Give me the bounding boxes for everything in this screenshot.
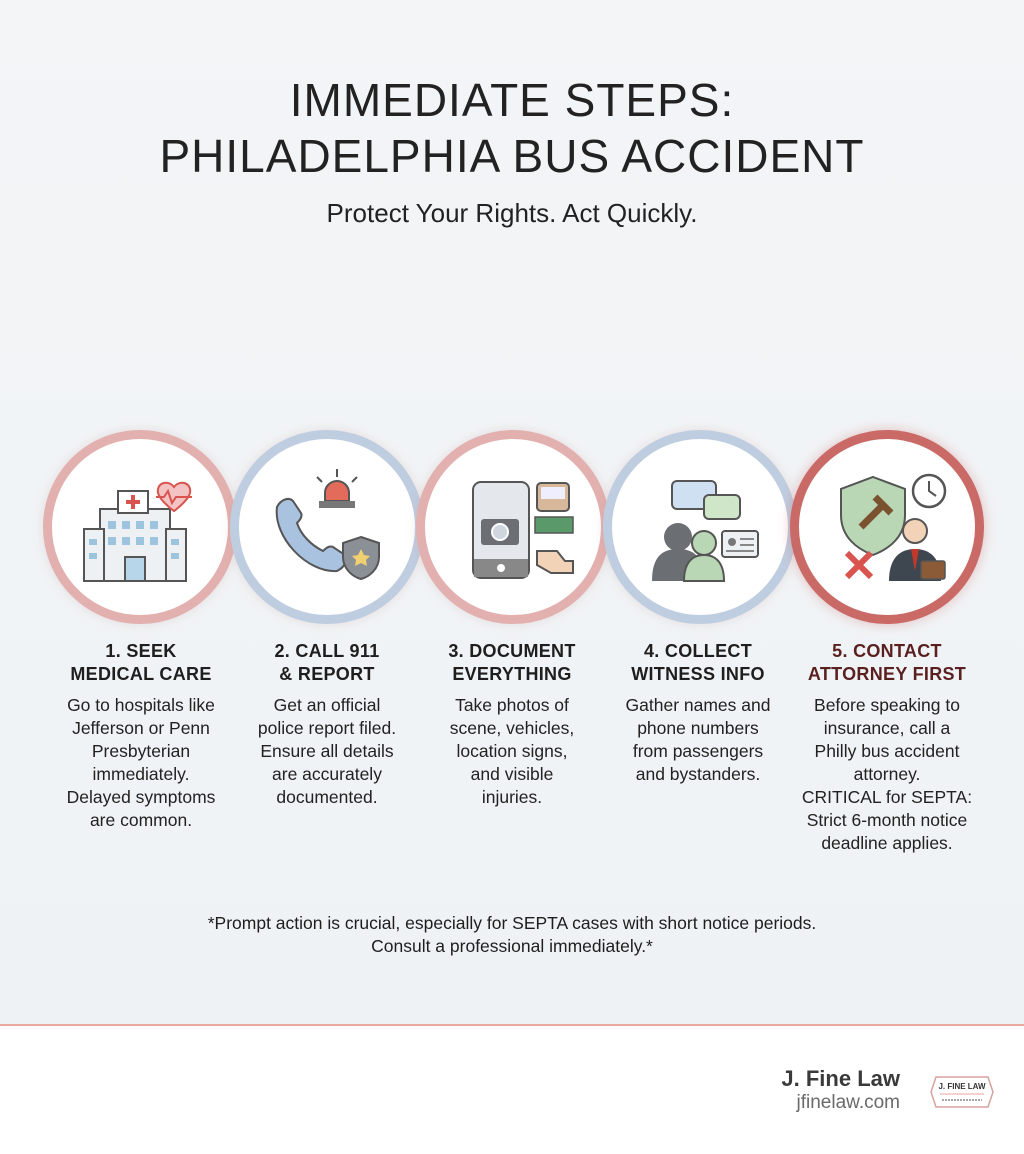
title-line-2: PHILADELPHIA BUS ACCIDENT [159,130,865,182]
body-line: Presbyterian [91,741,191,761]
body-line: Delayed symptoms [66,787,216,807]
step-1-body [41,694,241,832]
hospital-heart-icon [70,457,210,597]
body-line: Jefferson or Penn [72,718,210,738]
step-title-line: MEDICAL CARE [70,664,212,684]
step-1-title [41,640,241,686]
witness-chat-icon [630,457,770,597]
step-1-circle [43,430,237,624]
svg-text:J. FINE LAW: J. FINE LAW [938,1082,986,1091]
step-4-title [598,640,798,686]
step-1 [41,640,241,832]
body-line: CRITICAL for SEPTA: [801,787,973,807]
step-title-line: 3. DOCUMENT [448,641,576,661]
body-line: Get an official [273,695,381,715]
body-line: scene, vehicles, [449,718,575,738]
subtitle: Protect Your Rights. Act Quickly. [326,198,698,228]
brand-url[interactable]: jfinelaw.com [796,1092,900,1113]
step-2-circle [230,430,424,624]
body-line: Ensure all details [260,741,394,761]
step-title-line: WITNESS INFO [631,664,765,684]
body-line: are accurately [272,764,382,784]
step-2-body [227,694,427,809]
step-5-title [787,640,987,686]
step-title-line: 4. COLLECT [643,641,752,661]
brand [781,1066,900,1114]
body-line: insurance, call a [823,718,951,738]
step-5 [787,640,987,855]
body-line: Before speaking to [814,695,960,715]
footnote-line: Consult a professional immediately.* [371,936,653,956]
body-line: phone numbers [637,718,759,738]
body-line: immediately. [92,764,190,784]
body-line: from passengers [632,741,764,761]
body-line: Philly bus accident [814,741,960,761]
body-line: Go to hospitals like [67,695,215,715]
body-line: Gather names and [625,695,771,715]
step-2 [227,640,427,809]
step-3 [412,640,612,809]
phone-siren-badge-icon [257,457,397,597]
body-line: deadline applies. [821,833,953,853]
step-3-title [412,640,612,686]
body-line: and bystanders. [635,764,761,784]
title-line-1: IMMEDIATE STEPS: [289,74,735,126]
body-line: documented. [276,787,378,807]
step-5-body [787,694,987,855]
footnote-line: *Prompt action is crucial, especially for SEPTA cases with short notice periods. [207,913,817,933]
step-title-line: 2. CALL 911 [274,641,380,661]
camera-phone-icon [443,457,583,597]
step-title-line: 5. CONTACT [832,641,942,661]
page-title [0,72,1024,184]
step-4-body [598,694,798,786]
step-title-line: 1. SEEK [105,641,177,661]
step-title-line: EVERYTHING [452,664,572,684]
step-5-circle [790,430,984,624]
body-line: are common. [89,810,193,830]
body-line: police report filed. [257,718,397,738]
step-2-title [227,640,427,686]
footnote [0,912,1024,958]
body-line: and visible [470,764,554,784]
body-line: Take photos of [455,695,569,715]
body-line: Strict 6-month notice [806,810,968,830]
body-line: attorney. [853,764,921,784]
step-3-circle [416,430,610,624]
attorney-shield-icon [817,457,957,597]
brand-name: J. Fine Law [781,1066,900,1091]
body-line: location signs, [456,741,568,761]
step-4 [598,640,798,786]
brand-logo [930,1075,994,1109]
step-title-line: & REPORT [279,664,375,684]
step-3-body [412,694,612,809]
body-line: injuries. [481,787,543,807]
step-title-line: ATTORNEY FIRST [807,664,967,684]
step-4-circle [603,430,797,624]
